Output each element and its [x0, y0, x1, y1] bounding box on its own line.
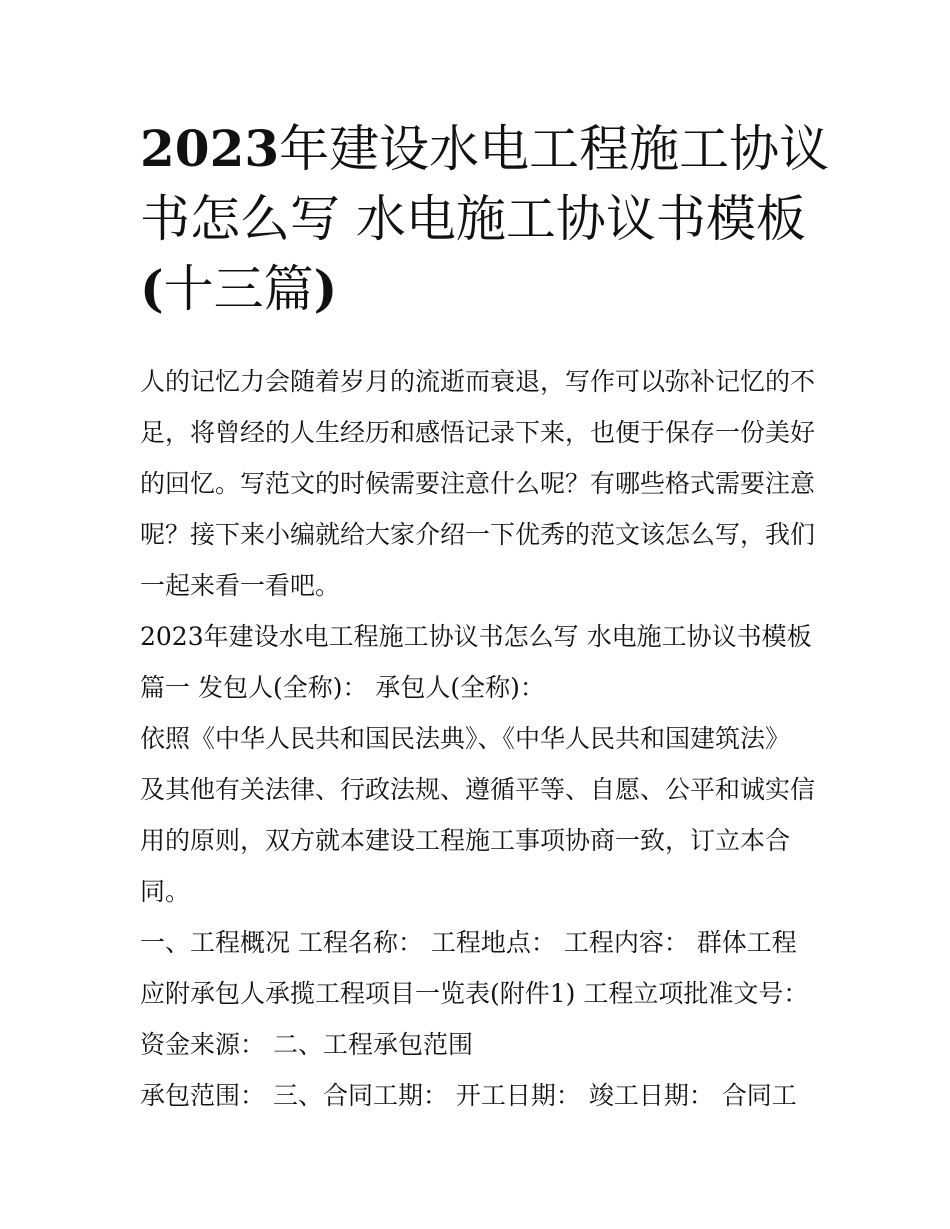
- document-title: [140, 114, 830, 324]
- body-line: 承包范围： 三、合同工期： 开工日期： 竣工日期： 合同工: [140, 1081, 797, 1110]
- body-line: 资金来源： 二、工程承包范围: [140, 1030, 473, 1059]
- body-line: 的回忆。写范文的时候需要注意什么呢？有哪些格式需要注意: [140, 469, 816, 498]
- title-line: 2023年建设水电工程施工协议: [140, 119, 830, 178]
- body-line: 人的记忆力会随着岁月的流逝而衰退，写作可以弥补记忆的不: [140, 367, 816, 396]
- body-line: 一、工程概况 工程名称： 工程地点： 工程内容： 群体工程: [140, 928, 797, 957]
- title-line: 书怎么写 水电施工协议书模板: [140, 190, 806, 248]
- title-line: (十三篇): [140, 259, 338, 318]
- body-line: 篇一 发包人(全称)： 承包人(全称)：: [140, 673, 545, 702]
- title-year: 2023: [140, 119, 280, 178]
- body-line: 2023年建设水电工程施工协议书怎么写 水电施工协议书模板: [140, 622, 812, 651]
- body-line: 呢？接下来小编就给大家介绍一下优秀的范文该怎么写，我们: [140, 520, 816, 549]
- body-line: 及其他有关法律、行政法规、遵循平等、自愿、公平和诚实信: [140, 775, 816, 804]
- body-line: 一起来看一看吧。: [140, 571, 341, 600]
- body-line: 应附承包人承揽工程项目一览表(附件1) 工程立项批准文号：: [140, 979, 809, 1008]
- document-body: [140, 356, 820, 1121]
- body-line: 用的原则，双方就本建设工程施工事项协商一致，订立本合: [140, 826, 791, 855]
- body-line: 足，将曾经的人生经历和感悟记录下来，也便于保存一份美好: [140, 418, 816, 447]
- body-line: 依照《中华人民共和国民法典》、《中华人民共和国建筑法》: [140, 724, 791, 753]
- title-paren: ): [313, 259, 338, 318]
- title-paren: (: [140, 259, 164, 318]
- body-line: 同。: [140, 877, 191, 906]
